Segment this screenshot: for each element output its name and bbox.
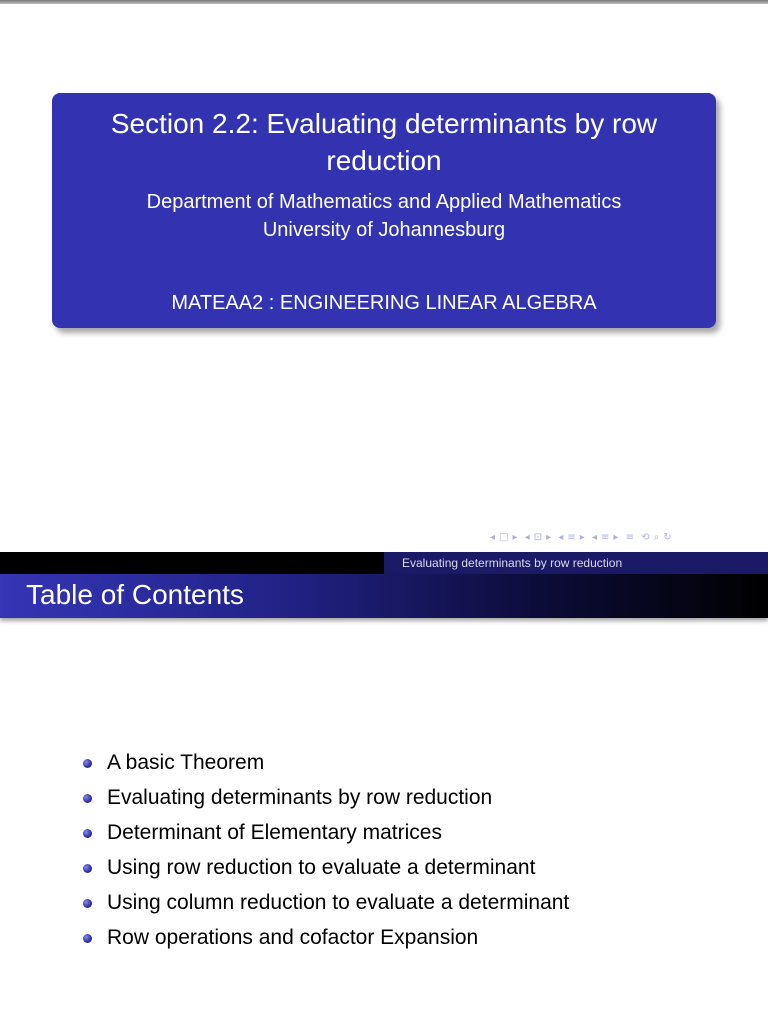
toc-item-label: A basic Theorem xyxy=(107,751,265,774)
toc-item[interactable] xyxy=(80,885,569,920)
nav-slide-icon[interactable]: □ xyxy=(499,532,509,543)
nav-forward-icon[interactable]: ↻ xyxy=(663,532,672,543)
beamer-navigation-symbols[interactable] xyxy=(490,532,762,546)
nav-prev-section-icon[interactable]: ◂ xyxy=(591,532,598,543)
toc-item-label: Evaluating determinants by row reduction xyxy=(107,786,493,809)
short-title: Evaluating determinants by row reduction xyxy=(402,556,623,570)
presentation-title: Section 2.2: Evaluating determinants by row reduction xyxy=(110,108,658,176)
nav-frame-icon[interactable]: ⊡ xyxy=(533,532,543,543)
toc-item[interactable] xyxy=(80,850,569,885)
university-name: University of Johannesburg xyxy=(262,219,506,241)
bullet-icon xyxy=(83,899,92,908)
department-name: Department of Mathematics and Applied Mathematics xyxy=(146,191,622,213)
table-of-contents xyxy=(80,745,569,955)
nav-next-subsection-icon[interactable]: ▸ xyxy=(579,532,585,543)
nav-prev-subsection-icon[interactable]: ◂ xyxy=(558,532,564,543)
frame-title-bar xyxy=(0,574,768,618)
toc-item[interactable] xyxy=(80,745,569,780)
toc-item-label: Determinant of Elementary matrices xyxy=(107,821,442,844)
bullet-icon xyxy=(83,759,92,768)
nav-prev-slide-icon[interactable]: ◂ xyxy=(490,532,496,543)
page-top-rule xyxy=(0,0,768,4)
bullet-icon xyxy=(83,864,92,873)
bullet-icon xyxy=(83,934,92,943)
toc-item[interactable] xyxy=(80,815,569,850)
frame-title: Table of Contents xyxy=(26,579,244,610)
nav-section-icon[interactable]: ≡ xyxy=(601,532,610,543)
toc-item-label: Using row reduction to evaluate a determinant xyxy=(107,856,536,879)
nav-document-icon[interactable]: ≡ xyxy=(625,532,635,543)
bullet-icon xyxy=(83,794,92,803)
nav-back-icon[interactable]: ⟲ xyxy=(641,532,650,543)
nav-next-frame-icon[interactable]: ▸ xyxy=(546,532,552,543)
nav-prev-frame-icon[interactable]: ◂ xyxy=(524,532,530,543)
course-name: MATEAA2 : ENGINEERING LINEAR ALGEBRA xyxy=(171,292,597,314)
headline-bar xyxy=(0,552,768,574)
title-block xyxy=(52,93,716,328)
toc-item-label: Row operations and cofactor Expansion xyxy=(107,926,479,949)
toc-item[interactable] xyxy=(80,780,569,815)
nav-search-icon[interactable]: ⌕ xyxy=(653,532,660,543)
bullet-icon xyxy=(83,829,92,838)
nav-subsection-icon[interactable]: ≡ xyxy=(567,532,576,543)
toc-item-label: Using column reduction to evaluate a determinant xyxy=(107,891,570,914)
nav-next-slide-icon[interactable]: ▸ xyxy=(512,532,518,543)
toc-item[interactable] xyxy=(80,920,569,955)
nav-next-section-icon[interactable]: ▸ xyxy=(613,532,619,543)
